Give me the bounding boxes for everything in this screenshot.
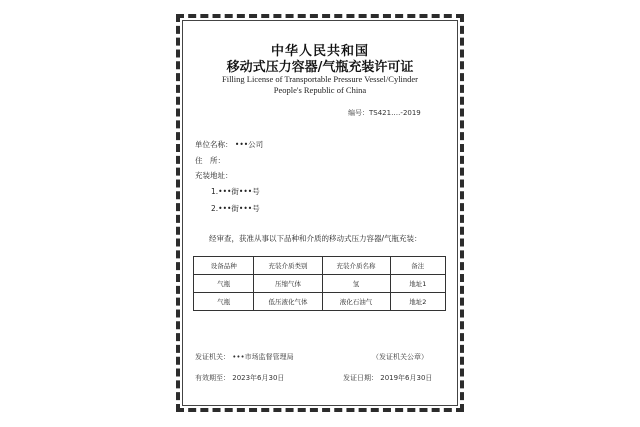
table-cell: 气瓶 xyxy=(194,275,254,293)
table-row xyxy=(194,275,446,293)
table-cell: 液化石油气 xyxy=(322,293,390,311)
issue-date-label: 发证日期： xyxy=(343,374,378,382)
title-en-line2: People's Republic of China xyxy=(273,85,367,95)
address-label: 住 所： xyxy=(195,156,225,165)
license-number: 编号：TS421‥‥-2019 xyxy=(348,109,421,117)
filling-address-2: 2.•••街•••号 xyxy=(211,204,260,213)
table-cell: 地址1 xyxy=(390,275,445,293)
title-cn-line2: 移动式压力容器/气瓶充装许可证 xyxy=(226,60,414,75)
issue-date-value: 2019年6月30日 xyxy=(380,374,433,382)
issuer-label: 发证机关： xyxy=(195,353,230,361)
seal-note: （发证机关公章） xyxy=(372,353,428,361)
issuer-row xyxy=(195,352,294,362)
approval-statement: 经审查，获准从事以下品种和介质的移动式压力容器/气瓶充装： xyxy=(209,234,422,243)
table-cell: 地址2 xyxy=(390,293,445,311)
filling-address-label: 充装地址： xyxy=(195,171,233,180)
table-cell: 氢 xyxy=(322,275,390,293)
title-en-line1: Filling License of Transportable Pressure Vessel/Cylinder xyxy=(221,74,419,84)
table-cell: 低压液化气体 xyxy=(254,293,322,311)
filling-address-1: 1.•••街•••号 xyxy=(211,187,260,196)
table-cell: 压缩气体 xyxy=(254,275,322,293)
license-scope-table xyxy=(193,256,446,311)
issuer-value: •••市场监督管理局 xyxy=(232,353,294,361)
table-row xyxy=(194,293,446,311)
col-medium-category: 充装介质类别 xyxy=(254,257,322,275)
col-medium-name: 充装介质名称 xyxy=(322,257,390,275)
unit-name-row xyxy=(195,139,263,150)
table-cell: 气瓶 xyxy=(194,293,254,311)
valid-until-label: 有效期至： xyxy=(195,374,230,382)
unit-name-label: 单位名称： xyxy=(195,140,233,149)
table-header-row xyxy=(194,257,446,275)
valid-until-value: 2023年6月30日 xyxy=(232,374,285,382)
title-cn-line1: 中华人民共和国 xyxy=(270,44,369,59)
unit-name-value: •••公司 xyxy=(234,140,264,149)
issue-date-row xyxy=(343,373,432,383)
col-remarks: 备注 xyxy=(390,257,445,275)
col-equipment-type: 设备品种 xyxy=(194,257,254,275)
valid-until-row xyxy=(195,373,284,383)
